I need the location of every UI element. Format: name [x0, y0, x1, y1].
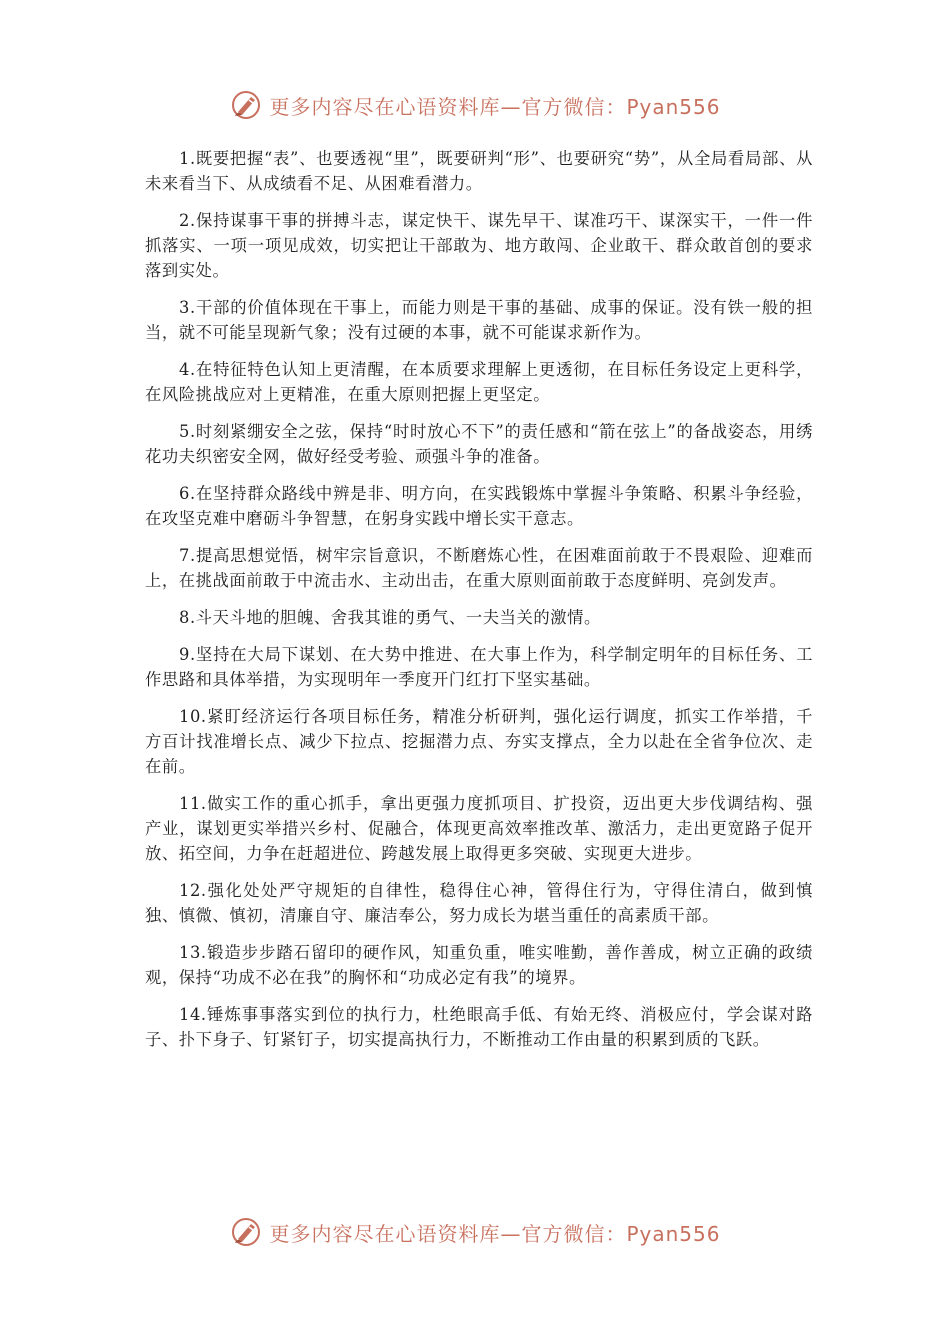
paragraph-14: 14.锤炼事事落实到位的执行力，杜绝眼高手低、有始无终、消极应付，学会谋对路子、扑下身子、钉紧钉子，切实提高执行力，不断推动工作由量的积累到质的飞跃。: [145, 1005, 813, 1049]
page-footer: [0, 1212, 950, 1252]
paragraph-9: 9.坚持在大局下谋划、在大势中推进、在大事上作为，科学制定明年的目标任务、工作思路和具体举措，为实现明年一季度开门红打下坚实基础。: [145, 645, 813, 689]
paragraph-6: 6.在坚持群众路线中辨是非、明方向，在实践锻炼中掌握斗争策略、积累斗争经验，在攻坚克难中磨砺斗争智慧，在躬身实践中增长实干意志。: [145, 484, 813, 528]
paragraph-5: 5.时刻紧绷安全之弦，保持“时时放心不下”的责任感和“箭在弦上”的备战姿态，用绣花功夫织密安全网，做好经受考验、顽强斗争的准备。: [145, 422, 813, 466]
header-banner: [229, 88, 720, 122]
paragraph-13: 13.锻造步步踏石留印的硬作风，知重负重，唯实唯勤，善作善成，树立正确的政绩观，保持“功成不必在我”的胸怀和“功成必定有我”的境界。: [145, 943, 813, 987]
footer-banner: [229, 1215, 720, 1249]
document-body: [145, 146, 813, 1064]
paragraph-3: 3.干部的价值体现在干事上，而能力则是干事的基础、成事的保证。没有铁一般的担当，就不可能呈现新气象；没有过硬的本事，就不可能谋求新作为。: [145, 298, 813, 342]
paragraph-12: 12.强化处处严守规矩的自律性，稳得住心神，管得住行为，守得住清白，做到慎独、慎微、慎初，清廉自守、廉洁奉公，努力成长为堪当重任的高素质干部。: [145, 881, 813, 925]
paragraph-8: 8.斗天斗地的胆魄、舍我其谁的勇气、一夫当关的激情。: [179, 608, 601, 627]
brush-pen-logo-icon: [229, 88, 263, 122]
paragraph-11: 11.做实工作的重心抓手，拿出更强力度抓项目、扩投资，迈出更大步伐调结构、强产业，谋划更实举措兴乡村、促融合，体现更高效率推改革、激活力，走出更宽路子促开放、拓空间，力争在赶超进位、跨越发展上取得更多突破、实现更大进步。: [145, 794, 813, 863]
paragraph-2: 2.保持谋事干事的拼搏斗志，谋定快干、谋先早干、谋准巧干、谋深实干，一件一件抓落实、一项一项见成效，切实把让干部敢为、地方敢闯、企业敢干、群众敢首创的要求落到实处。: [145, 211, 813, 280]
footer-banner-text: 更多内容尽在心语资料库—官方微信：Pyan556: [269, 1221, 721, 1246]
paragraph-1: 1.既要把握“表”、也要透视“里”，既要研判“形”、也要研究“势”，从全局看局部、从未来看当下、从成绩看不足、从困难看潜力。: [145, 149, 813, 193]
brush-pen-logo-icon: [229, 1215, 263, 1249]
header-banner-text: 更多内容尽在心语资料库—官方微信：Pyan556: [269, 94, 721, 119]
paragraph-10: 10.紧盯经济运行各项目标任务，精准分析研判，强化运行调度，抓实工作举措，千方百计找准增长点、减少下拉点、挖掘潜力点、夯实支撑点，全力以赴在全省争位次、走在前。: [145, 707, 813, 776]
page-header: [0, 85, 950, 125]
paragraph-4: 4.在特征特色认知上更清醒，在本质要求理解上更透彻，在目标任务设定上更科学，在风险挑战应对上更精准，在重大原则把握上更坚定。: [145, 360, 813, 404]
paragraph-7: 7.提高思想觉悟，树牢宗旨意识，不断磨炼心性，在困难面前敢于不畏艰险、迎难而上，在挑战面前敢于中流击水、主动出击，在重大原则面前敢于态度鲜明、亮剑发声。: [145, 546, 813, 590]
